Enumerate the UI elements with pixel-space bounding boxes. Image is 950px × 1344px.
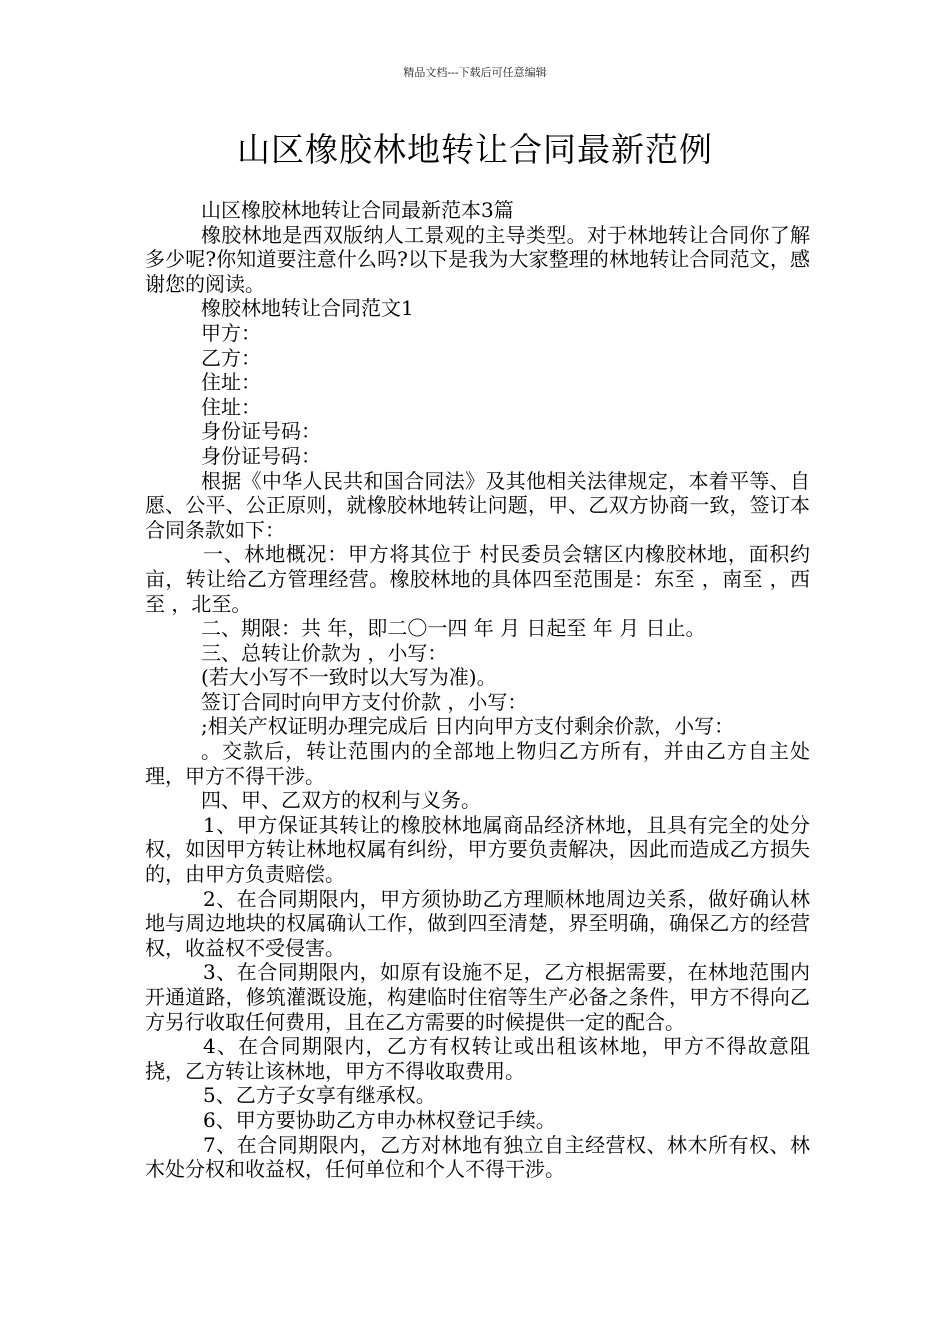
paragraph-intro: 橡胶林地是西双版纳人工景观的主导类型。对于林地转让合同你了解多少呢?你知道要注意什么吗?以下是我为大家整理的林地转让合同范文，感谢您的阅读。 [145,222,810,296]
clause-1-overview: 一、林地概况：甲方将其位于 村民委员会辖区内橡胶林地，面积约 亩，转让给乙方管理经营。橡胶林地的具体四至范围是：东至 ，南至 ，西至 ，北至。 [145,542,817,616]
clause-4-item-5: 5、乙方子女享有继承权。 [203,1083,436,1108]
field-party-a: 甲方： [201,320,261,345]
field-party-b: 乙方： [201,345,261,370]
field-address-1: 住址： [201,370,261,395]
clause-4-item-6: 6、甲方要协助乙方申办林权登记手续。 [203,1107,556,1132]
field-address-2: 住址： [201,394,261,419]
clause-4-item-3: 3、在合同期限内，如原有设施不足，乙方根据需要，在林地范围内开通道路，修筑灌溉设施，构建临时住宿等生产必备之条件，甲方不得向乙方另行收取任何费用，且在乙方需要的时候提供一定的配合。 [145,960,810,1034]
document-body [145,198,817,1182]
paragraph-section-heading: 橡胶林地转让合同范文1 [201,296,414,321]
field-id-number-1: 身份证号码： [201,419,321,444]
clause-2-term: 二、期限：共 年，即二〇一四 年 月 日起至 年 月 日止。 [201,616,706,641]
document-title: 山区橡胶林地转让合同最新范例 [237,130,713,169]
field-id-number-2: 身份证号码： [201,443,321,468]
paragraph-preamble: 根据《中华人民共和国合同法》及其他相关法律规定，本着平等、自愿、公平、公正原则，就橡胶林地转让问题，甲、乙双方协商一致，签订本合同条款如下： [145,468,810,542]
clause-3-price: 三、总转让价款为 ，小写： [201,640,448,665]
clause-4-item-7: 7、在合同期限内，乙方对林地有独立自主经营权、林木所有权、林木处分权和收益权，任何单位和个人不得干涉。 [145,1132,810,1182]
clause-3-note: (若大小写不一致时以大写为准)。 [201,665,497,690]
clause-3-payment-signing: 签订合同时向甲方支付价款 ，小写： [201,689,528,714]
clause-3-payment-remaining: ;相关产权证明办理完成后 日内向甲方支付剩余价款，小写： [201,714,735,739]
clause-4-item-4: 4、在合同期限内，乙方有权转让或出租该林地，甲方不得故意阻挠，乙方转让该林地，甲方不得收取费用。 [145,1034,810,1083]
paragraph-subtitle: 山区橡胶林地转让合同最新范本3篇 [201,198,514,222]
clause-3-ownership: 。交款后，转让范围内的全部地上物归乙方所有，并由乙方自主处理，甲方不得干涉。 [145,739,810,788]
header-note: 精品文档---下载后可任意编辑 [403,66,547,79]
clause-4-item-1: 1、甲方保证其转让的橡胶林地属商品经济林地，且具有完全的处分权，如因甲方转让林地权属有纠纷，甲方要负责解决，因此而造成乙方损失的，由甲方负责赔偿。 [145,812,810,887]
clause-4-item-2: 2、在合同期限内，甲方须协助乙方理顺林地周边关系，做好确认林地与周边地块的权属确认工作，做到四至清楚，界至明确，确保乙方的经营权，收益权不受侵害。 [145,886,810,960]
clause-4-heading: 四、甲、乙双方的权利与义务。 [201,788,481,813]
